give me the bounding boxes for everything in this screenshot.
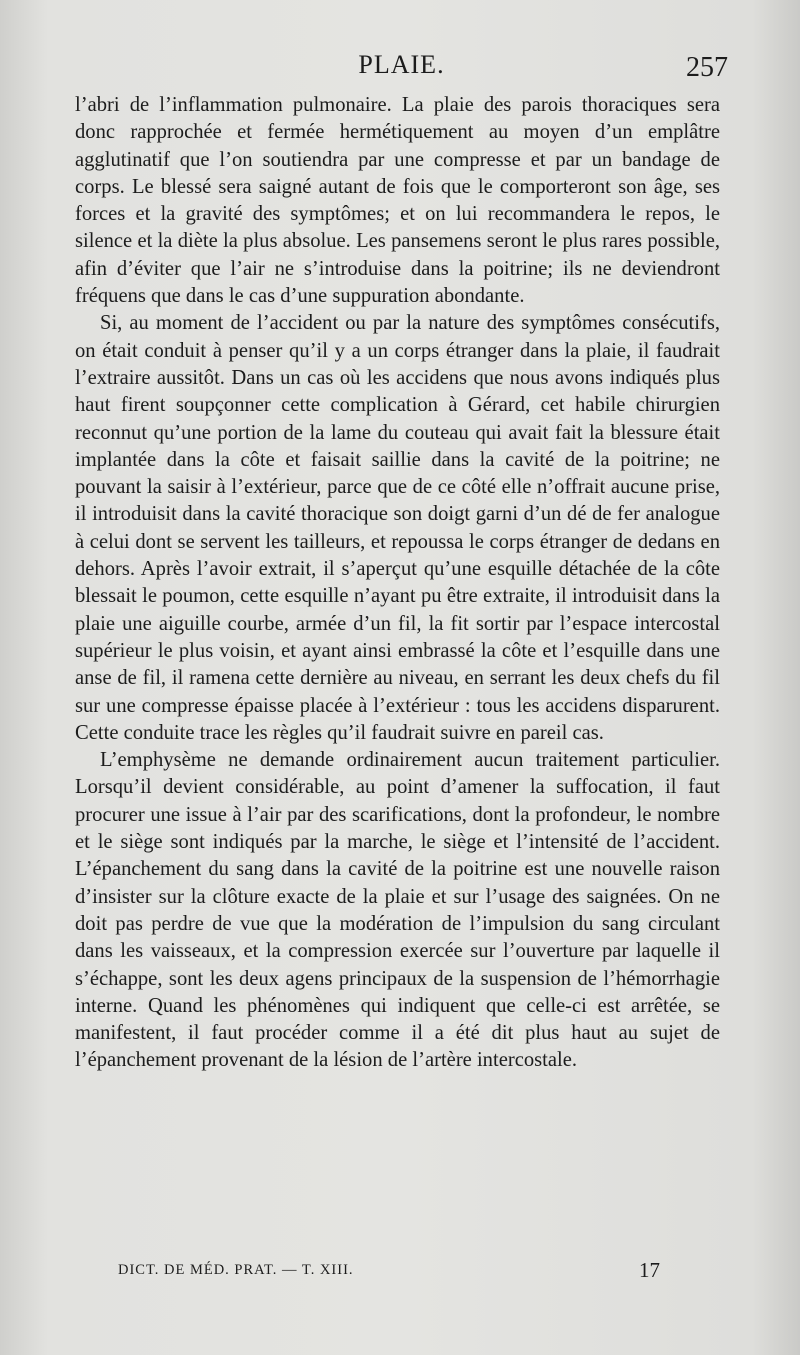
body-text <box>75 92 720 1075</box>
paragraph-emphysema: L’emphysème ne demande ordinairement aucun traitement particulier. Lorsqu’il devient considérable, au point d’amener la suffocation, il faut procurer une issue à l’air par des scarifications, dont la profondeur, le nombre et le siège sont indiqués par la marche, le siège et l’intensité de l’accident. L’épanchement du sang dans la cavité de la poitrine est une nouvelle raison d’insister sur la clôture exacte de la plaie et sur l’usage des saignées. On ne doit pas perdre de vue que la modération de l’impulsion du sang circulant dans les vaisseaux, et la compression exercée sur l’ouverture par laquelle il s’échappe, sont les deux agens principaux de la suspension de l’hémorrhagie interne. Quand les phénomènes qui indiquent que celle-ci est arrêtée, se manifestent, il faut procéder comme il a été dit plus haut au sujet de l’épanchement provenant de la lésion de l’artère intercostale. <box>75 749 720 1072</box>
page-header <box>75 48 728 88</box>
page-number: 257 <box>686 52 728 83</box>
page-footer <box>118 1258 660 1292</box>
signature-mark: 17 <box>639 1258 660 1282</box>
paragraph-continuation: l’abri de l’inflammation pulmonaire. La plaie des parois thoraciques sera donc rapprochée et fermée hermétiquement au moyen d’un emplâtre agglutinatif que l’on soutiendra par une compresse et par un bandage de corps. Le blessé sera saigné autant de fois que le comporteront son âge, ses forces et la gravité des symptômes; et on lui recommandera le repos, le silence et la diète la plus absolue. Les pansemens seront le plus rares possible, afin d’éviter que l’air ne s’introduise dans la poitrine; ils ne deviendront fréquens que dans le cas d’une suppuration abondante. <box>75 94 720 308</box>
running-title: PLAIE. <box>358 50 445 79</box>
signature-line: DICT. DE MÉD. PRAT. — T. XIII. <box>118 1262 354 1278</box>
paragraph-foreign-body: Si, au moment de l’accident ou par la nature des symptômes consécutifs, on était conduit à penser qu’il y a un corps étranger dans la plaie, il faudrait l’extraire aussitôt. Dans un cas où les accidens que nous avons indiqués plus haut firent soupçonner cette complication à Gérard, cet habile chirurgien reconnut qu’une portion de la lame du couteau qui avait fait la blessure était implantée dans la côte et faisait saillie dans la cavité de la poitrine; ne pouvant la saisir à l’extérieur, parce que de ce côté elle n’offrait aucune prise, il introduisit dans la cavité thoracique son doigt garni d’un dé de fer analogue à celui dont se servent les tailleurs, et repoussa le corps étranger de dedans en dehors. Après l’avoir extrait, il s’aperçut qu’une esquille détachée de la côte blessait le poumon, cette esquille n’ayant pu être extraite, il introduisit dans la plaie une aiguille courbe, armée d’un fil, la fit sortir par l’espace intercostal supérieur le plus voisin, et ayant ainsi embrassé la côte et l’esquille dans une anse de fil, il ramena cette dernière au niveau, en serrant les deux chefs du fil sur une compresse épaisse placée à l’extérieur : tous les accidens disparurent. Cette conduite trace les règles qu’il faudrait suivre en pareil cas. <box>75 312 720 744</box>
